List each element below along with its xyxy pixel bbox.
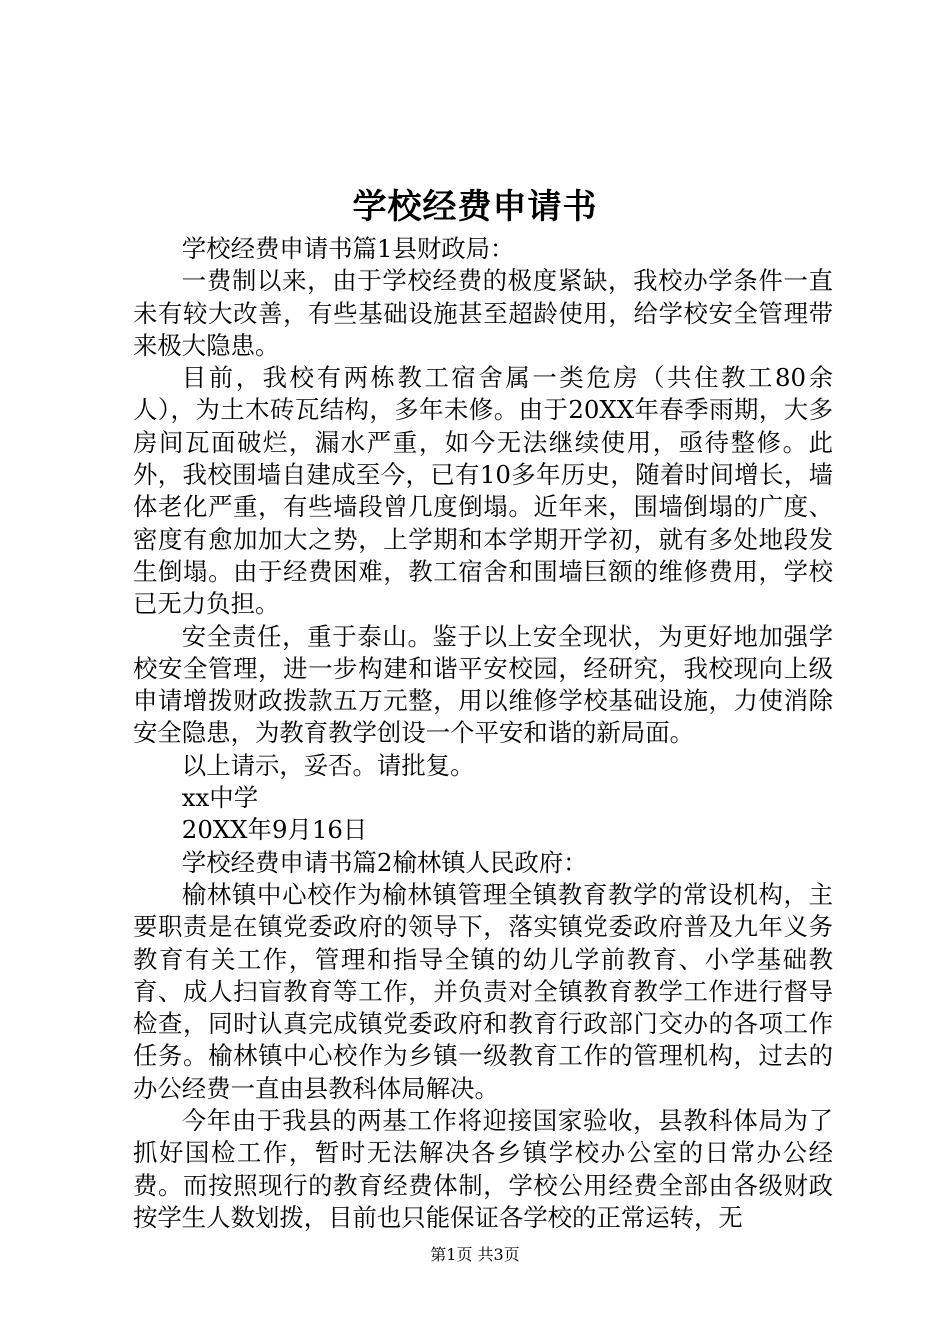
signature-date: 20XX年9月16日	[181, 815, 368, 845]
page-footer: 第1页 共3页	[430, 1245, 520, 1264]
signature-school: xx中学	[181, 783, 259, 813]
paragraph: 学校经费申请书篇1县财政局：	[181, 234, 515, 263]
paragraph: 以上请示，妥否。请批复。	[181, 750, 475, 780]
paragraph: 目前，我校有两栋教工宿舍属一类危房（共住教工80余人），为土木砖瓦结构，多年未修。由于20XX年春季雨期，大多房间瓦面破烂，漏水严重，如今无法继续使用，亟待整修。此外，我校围墙自建成至今，已有10多年历史，随着时间增长，墙体老化严重，有些墙段曾几度倒塌。近年来，围墙倒塌的广度、密度有愈加加大之势，上学期和本学期开学初，就有多处地段发生倒塌。由于经费困难，教工宿舍和围墙巨额的维修费用，学校已无力负担。	[133, 363, 833, 619]
paragraph: 安全责任，重于泰山。鉴于以上安全现状，为更好地加强学校安全管理，进一步构建和谐平安校园，经研究，我校现向上级申请增拨财政拨款五万元整，用以维修学校基础设施，力使消除安全隐患，为教育教学创设一个平安和谐的新局面。	[133, 621, 833, 748]
paragraph: 学校经费申请书篇2榆林镇人民政府：	[181, 847, 588, 877]
paragraph: 榆林镇中心校作为榆林镇管理全镇教育教学的常设机构，主要职责是在镇党委政府的领导下，落实镇党委政府普及九年义务教育有关工作，管理和指导全镇的幼儿学前教育、小学基础教育、成人扫盲教育等工作，并负责对全镇教育教学工作进行督导检查，同时认真完成镇党委政府和教育行政部门交办的各项工作任务。榆林镇中心校作为乡镇一级教育工作的管理机构，过去的办公经费一直由县教科体局解决。	[133, 879, 833, 1103]
page-title: 学校经费申请书	[352, 187, 598, 227]
document-body	[133, 233, 833, 1234]
paragraph: 今年由于我县的两基工作将迎接国家验收，县教科体局为了抓好国检工作，暂时无法解决各乡镇学校办公室的日常办公经费。而按照现行的教育经费体制，学校公用经费全部由各级财政按学生人数划拨，目前也只能保证各学校的正常运转，无	[133, 1106, 833, 1232]
paragraph: 一费制以来，由于学校经费的极度紧缺，我校办学条件一直未有较大改善，有些基础设施甚至超龄使用，给学校安全管理带来极大隐患。	[133, 266, 833, 360]
